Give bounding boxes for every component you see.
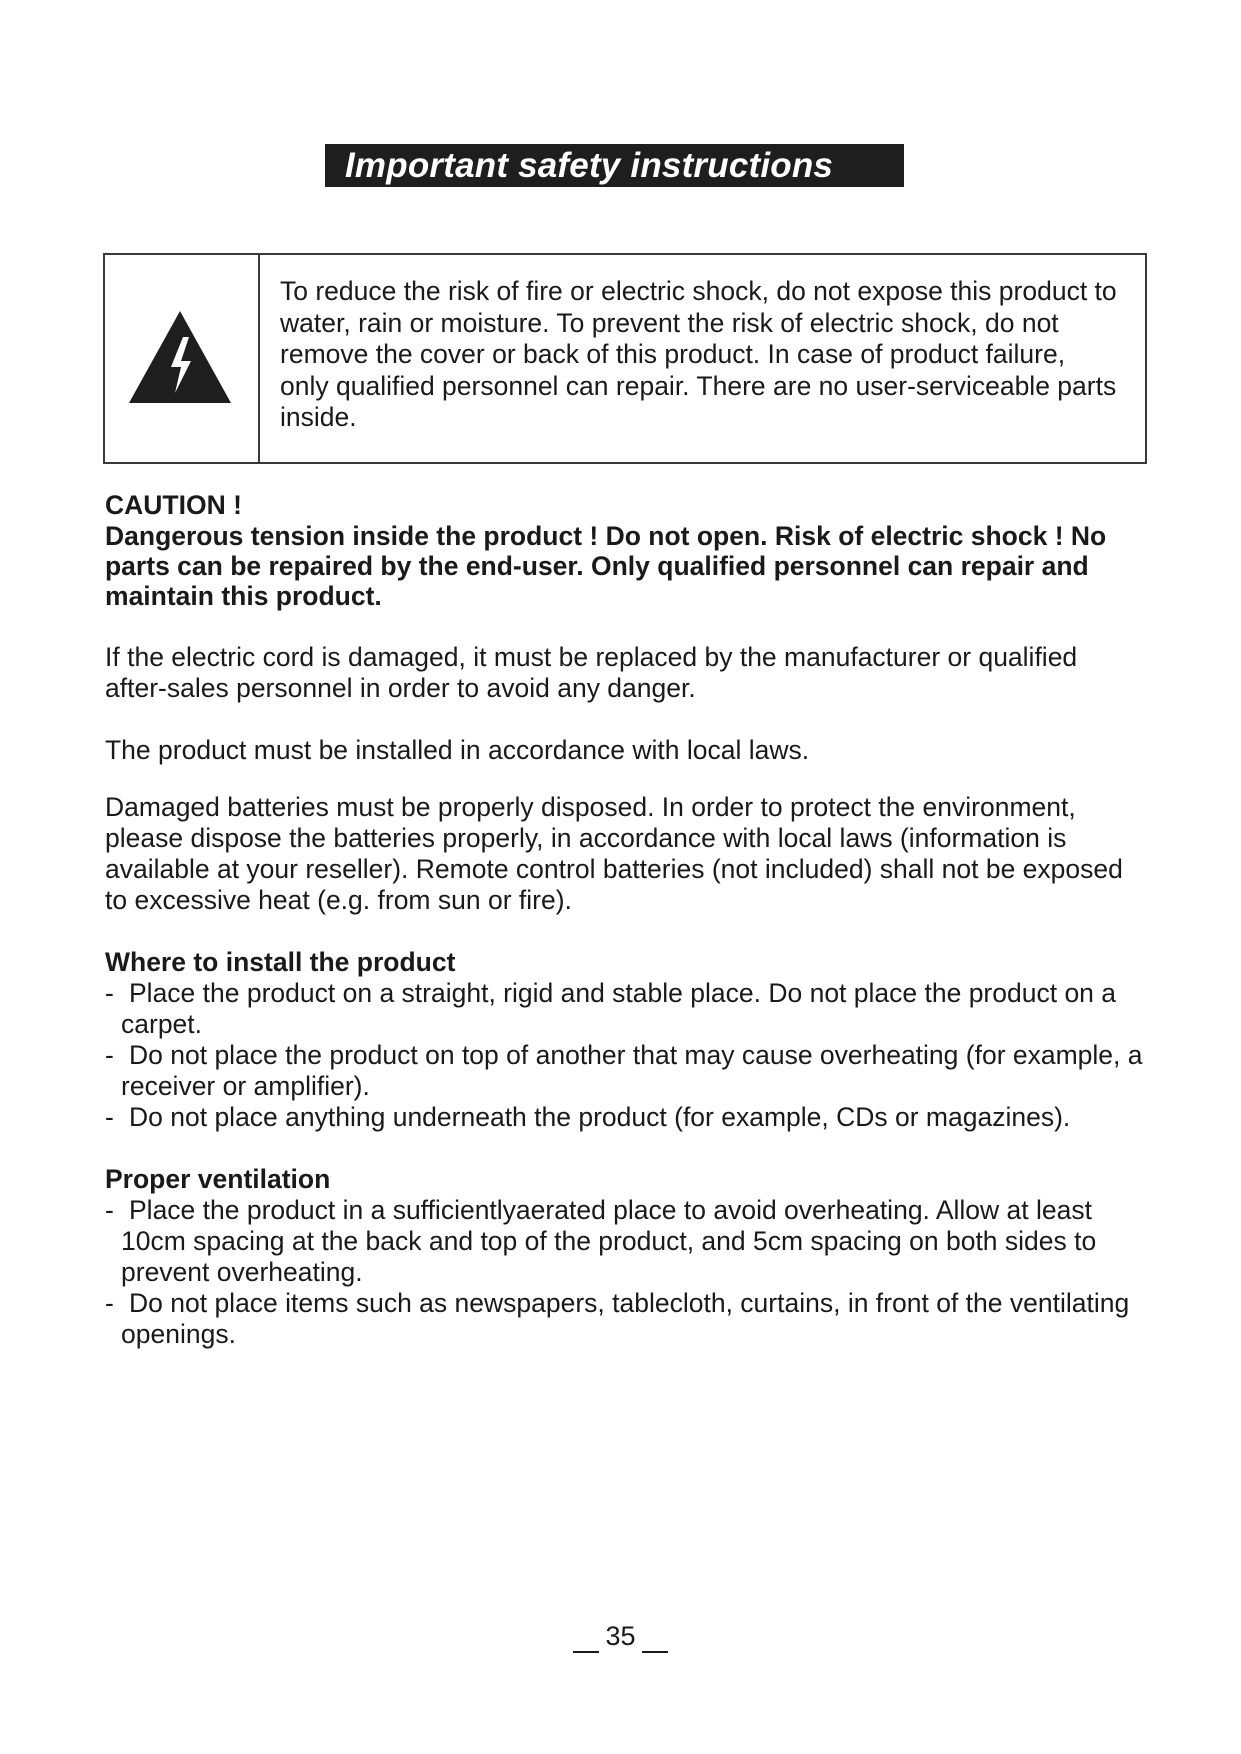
list-item: - Place the product in a sufficientlyaerated place to avoid overheating. Allow at least 10cm spacing at the back and top of the product, and 5cm spacing on both sides to prevent overheating. xyxy=(105,1195,1097,1287)
page-number-value: 35 xyxy=(605,1621,636,1651)
page-number-rule-left xyxy=(573,1651,599,1653)
list-item: - Place the product on a straight, rigid and stable place. Do not place the product on a carpet. xyxy=(105,978,1117,1039)
warning-text: To reduce the risk of fire or electric shock, do not expose this product to water, rain or moisture. To prevent the risk of electric shock, do not remove the cover or back of this product. In case of product failure, only qualified personnel can repair. There are no user-serviceable parts inside. xyxy=(280,276,1117,432)
list-item: - Do not place the product on top of another that may cause overheating (for example, a receiver or amplifier). xyxy=(105,1040,1143,1101)
main-content xyxy=(105,490,1145,1350)
page-number xyxy=(0,1620,1241,1653)
electric-shock-warning-icon xyxy=(125,307,235,407)
ventilation-heading: Proper ventilation xyxy=(105,1164,331,1194)
batteries-paragraph: Damaged batteries must be properly disposed. In order to protect the environment, please dispose the batteries properly, in accordance with local laws (information is available at your reseller). Remote control batteries (not included) shall not be exposed to excessive heat (e.g. from sun or fire). xyxy=(105,792,1123,915)
page-number-rule-right xyxy=(642,1651,668,1653)
ventilation-list xyxy=(105,1195,1145,1350)
caution-text: Dangerous tension inside the product ! Do not open. Risk of electric shock ! No parts can be repaired by the end-user. Only qualified personnel can repair and maintain this product. xyxy=(105,521,1107,611)
page-title: Important safety instructions xyxy=(325,144,904,187)
list-item: - Do not place anything underneath the product (for example, CDs or magazines). xyxy=(105,1102,1071,1132)
warning-icon-cell xyxy=(105,255,260,462)
cord-paragraph: If the electric cord is damaged, it must be replaced by the manufacturer or qualified after-sales personnel in order to avoid any danger. xyxy=(105,642,1078,703)
caution-heading: CAUTION ! xyxy=(105,490,242,520)
laws-paragraph: The product must be installed in accordance with local laws. xyxy=(105,735,810,765)
install-heading: Where to install the product xyxy=(105,947,456,977)
install-list xyxy=(105,978,1145,1133)
list-item: - Do not place items such as newspapers, tablecloth, curtains, in front of the ventilating openings. xyxy=(105,1288,1130,1349)
warning-box xyxy=(103,253,1147,464)
